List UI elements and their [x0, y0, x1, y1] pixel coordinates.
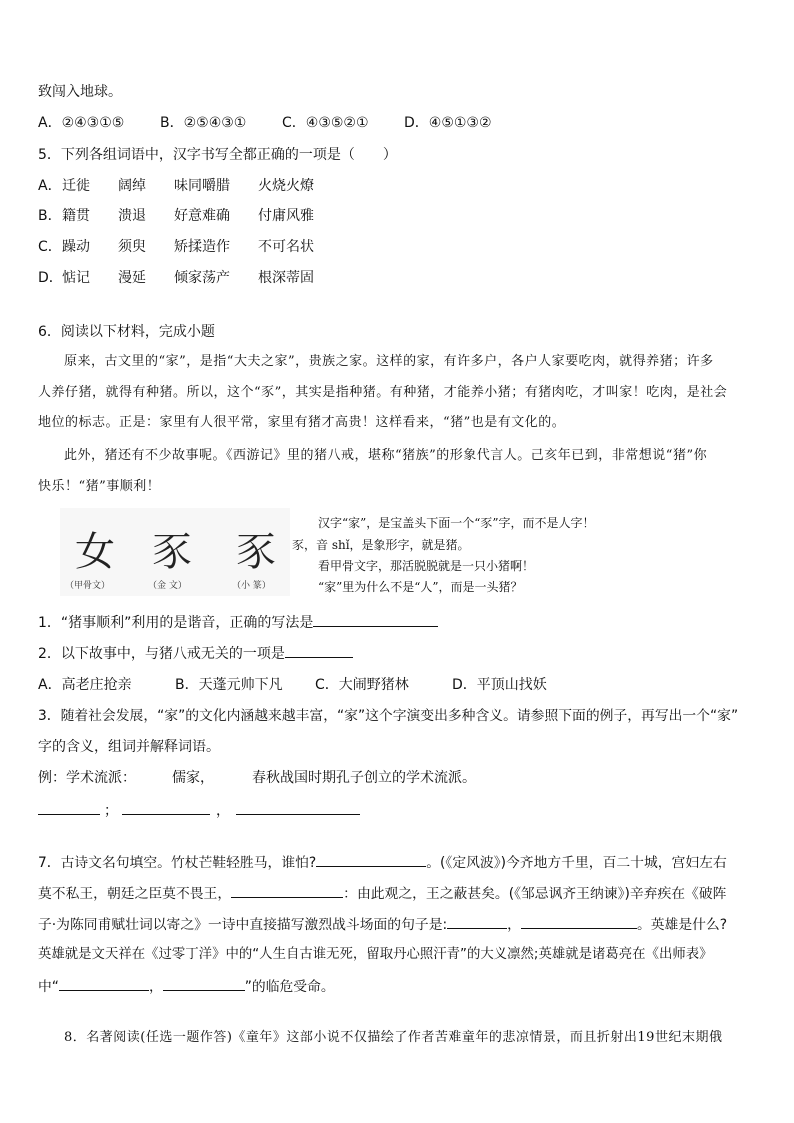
word: 惦记 — [62, 270, 90, 286]
figure-text-line: “家”里为什么不是“人”，而是一头猪？ — [318, 580, 523, 594]
q6-sub3-line: 字的含义，组词并解释词语。 — [38, 739, 220, 755]
caption-seal: （小 篆） — [232, 581, 271, 591]
q8-line: 8．名著阅读(任选一题作答)《童年》这部小说不仅描绘了作者苦难童年的悲凉情景，而且折射出19世纪末期俄 — [64, 1030, 723, 1045]
q4-options — [38, 113, 492, 133]
bronze-glyph: 豕 — [152, 529, 192, 575]
option-label: B． — [38, 208, 62, 224]
answer-blank[interactable] — [122, 800, 210, 815]
q5-option-a — [38, 176, 314, 196]
option-c: C．④③⑤②① — [282, 115, 369, 131]
q6-sub1 — [38, 612, 438, 633]
q5-option-d — [38, 268, 314, 288]
q7-text: ， — [148, 979, 163, 995]
q6-sub2-options — [38, 675, 547, 695]
answer-blank[interactable] — [231, 883, 343, 898]
option-label: D． — [38, 270, 63, 286]
q7-line — [38, 883, 726, 904]
q6-sub2-stem: 2．以下故事中，与猪八戒无关的一项是 — [38, 646, 285, 662]
separator: ； — [104, 803, 118, 819]
figure-text-line: 豕，音 shǐ，是象形字，就是猪。 — [292, 538, 470, 552]
q7-text: ， — [507, 917, 521, 933]
option-c: C．大闹野猪林 — [315, 677, 409, 693]
separator: ， — [216, 803, 230, 819]
oracle-bone-glyph: 女 — [75, 529, 115, 575]
q6-sub1-stem: 1．“猪事顺利”利用的是谐音，正确的写法是 — [38, 615, 314, 631]
q7-text: 中“ — [38, 979, 59, 995]
passage-line: 人养仔猪，就得有种猪。所以，这个“豕”，其实是指种猪。有种猪，才能养小猪；有猪肉吃，才叫家！吃肉，是社会 — [38, 385, 728, 400]
word: 躁动 — [62, 239, 90, 255]
word: 根深蒂固 — [258, 270, 314, 286]
word: 火烧火燎 — [258, 178, 314, 194]
word: 好意难确 — [174, 208, 230, 224]
word: 不可名状 — [258, 239, 314, 255]
option-label: C． — [38, 239, 62, 255]
q7-line — [38, 852, 727, 873]
answer-blank[interactable] — [285, 643, 353, 658]
caption-oracle: （甲骨文） — [65, 581, 111, 591]
passage-line: 原来，古文里的“家”，是指“大夫之家”，贵族之家。这样的家，有许多户，各户人家要吃肉，就得养猪；许多 — [64, 354, 714, 369]
passage-line: 此外，猪还有不少故事呢。《西游记》里的猪八戒，堪称“猪族”的形象代言人。己亥年已到，非常想说“猪”你 — [64, 448, 708, 463]
word: 须臾 — [118, 239, 146, 255]
q6-stem: 6．阅读以下材料，完成小题 — [38, 324, 215, 340]
q7-text: 。(《定风波》)今齐地方千里，百二十城，宫妇左右 — [426, 855, 727, 871]
example-word: 儒家， — [172, 770, 214, 786]
example-label: 例：学术流派： — [38, 770, 136, 786]
q7-text: 。英雄是什么? — [636, 917, 728, 933]
word: 溃退 — [118, 208, 146, 224]
word: 倾家荡产 — [174, 270, 230, 286]
q7-line — [38, 976, 335, 997]
example-explanation: 春秋战国时期孔子创立的学术流派。 — [252, 770, 476, 786]
word: 阔绰 — [118, 178, 146, 194]
word: 籍贯 — [62, 208, 90, 224]
caption-bronze: （金 文） — [148, 581, 187, 591]
q7-text: 7．古诗文名句填空。竹杖芒鞋轻胜马，谁怕? — [38, 855, 317, 871]
script-evolution-figure — [60, 508, 290, 596]
q6-sub3-line: 3．随着社会发展，“家”的文化内涵越来越丰富，“家”这个字演变出多种含义。请参照下面的例子，再写出一个“家” — [38, 708, 739, 724]
q7-text: ：由此观之，王之蔽甚矣。(《邹忌讽齐王纳谏》)辛弃疾在《破阵 — [343, 886, 727, 902]
answer-blank[interactable] — [163, 976, 245, 991]
q5-stem: 5．下列各组词语中，汉字书写全都正确的一项是（ ） — [38, 147, 397, 163]
answer-blank[interactable] — [59, 976, 149, 991]
option-a: A．高老庄抢亲 — [38, 677, 132, 693]
q7-text: 莫不私王，朝廷之臣莫不畏王， — [38, 886, 232, 902]
answer-blank[interactable] — [38, 800, 100, 815]
q7-line — [38, 914, 727, 935]
word: 付庸风雅 — [258, 208, 314, 224]
q6-example — [38, 768, 476, 788]
option-d: D．平顶山找妖 — [452, 677, 547, 693]
option-d: D．④⑤①③② — [404, 115, 492, 131]
option-b: B．天蓬元帅下凡 — [175, 677, 283, 693]
answer-blank[interactable] — [521, 914, 637, 929]
q6-sub3-answer — [38, 800, 360, 821]
word: 迁徙 — [62, 178, 90, 194]
word: 漫延 — [118, 270, 146, 286]
option-label: A． — [38, 178, 62, 194]
q7-line: 英雄就是文天祥在《过零丁洋》中的“人生自古谁无死，留取丹心照汗青”的大义凛然;英雄就是诸葛亮在《出师表》 — [38, 947, 713, 962]
passage-line: 快乐！“猪”事顺利！ — [38, 479, 161, 494]
answer-blank[interactable] — [236, 800, 360, 815]
q7-text: ”的临危受命。 — [244, 979, 335, 995]
answer-blank[interactable] — [316, 852, 426, 867]
word: 味同嚼腊 — [174, 178, 230, 194]
answer-blank[interactable] — [447, 914, 507, 929]
passage-line: 地位的标志。正是：家里有人很平常，家里有猪才高贵！这样看来，“猪”也是有文化的。 — [38, 415, 566, 430]
figure-text-line: 汉字“家”，是宝盖头下面一个“豕”字，而不是人字！ — [318, 516, 595, 530]
continued-text: 致闯入地球。 — [38, 84, 122, 100]
q5-option-b — [38, 206, 314, 226]
seal-glyph: 豕 — [236, 529, 276, 575]
q7-text: 子·为陈同甫赋壮词以寄之》一诗中直接描写激烈战斗场面的句子是: — [38, 917, 448, 933]
figure-text-line: 看甲骨文字，那活脱脱就是一只小猪啊！ — [318, 559, 535, 573]
option-b: B．②⑤④③① — [160, 115, 247, 131]
word: 矫揉造作 — [174, 239, 230, 255]
answer-blank[interactable] — [313, 612, 438, 627]
option-a: A．②④③①⑤ — [38, 115, 125, 131]
q6-sub2 — [38, 643, 353, 664]
q5-option-c — [38, 237, 314, 257]
